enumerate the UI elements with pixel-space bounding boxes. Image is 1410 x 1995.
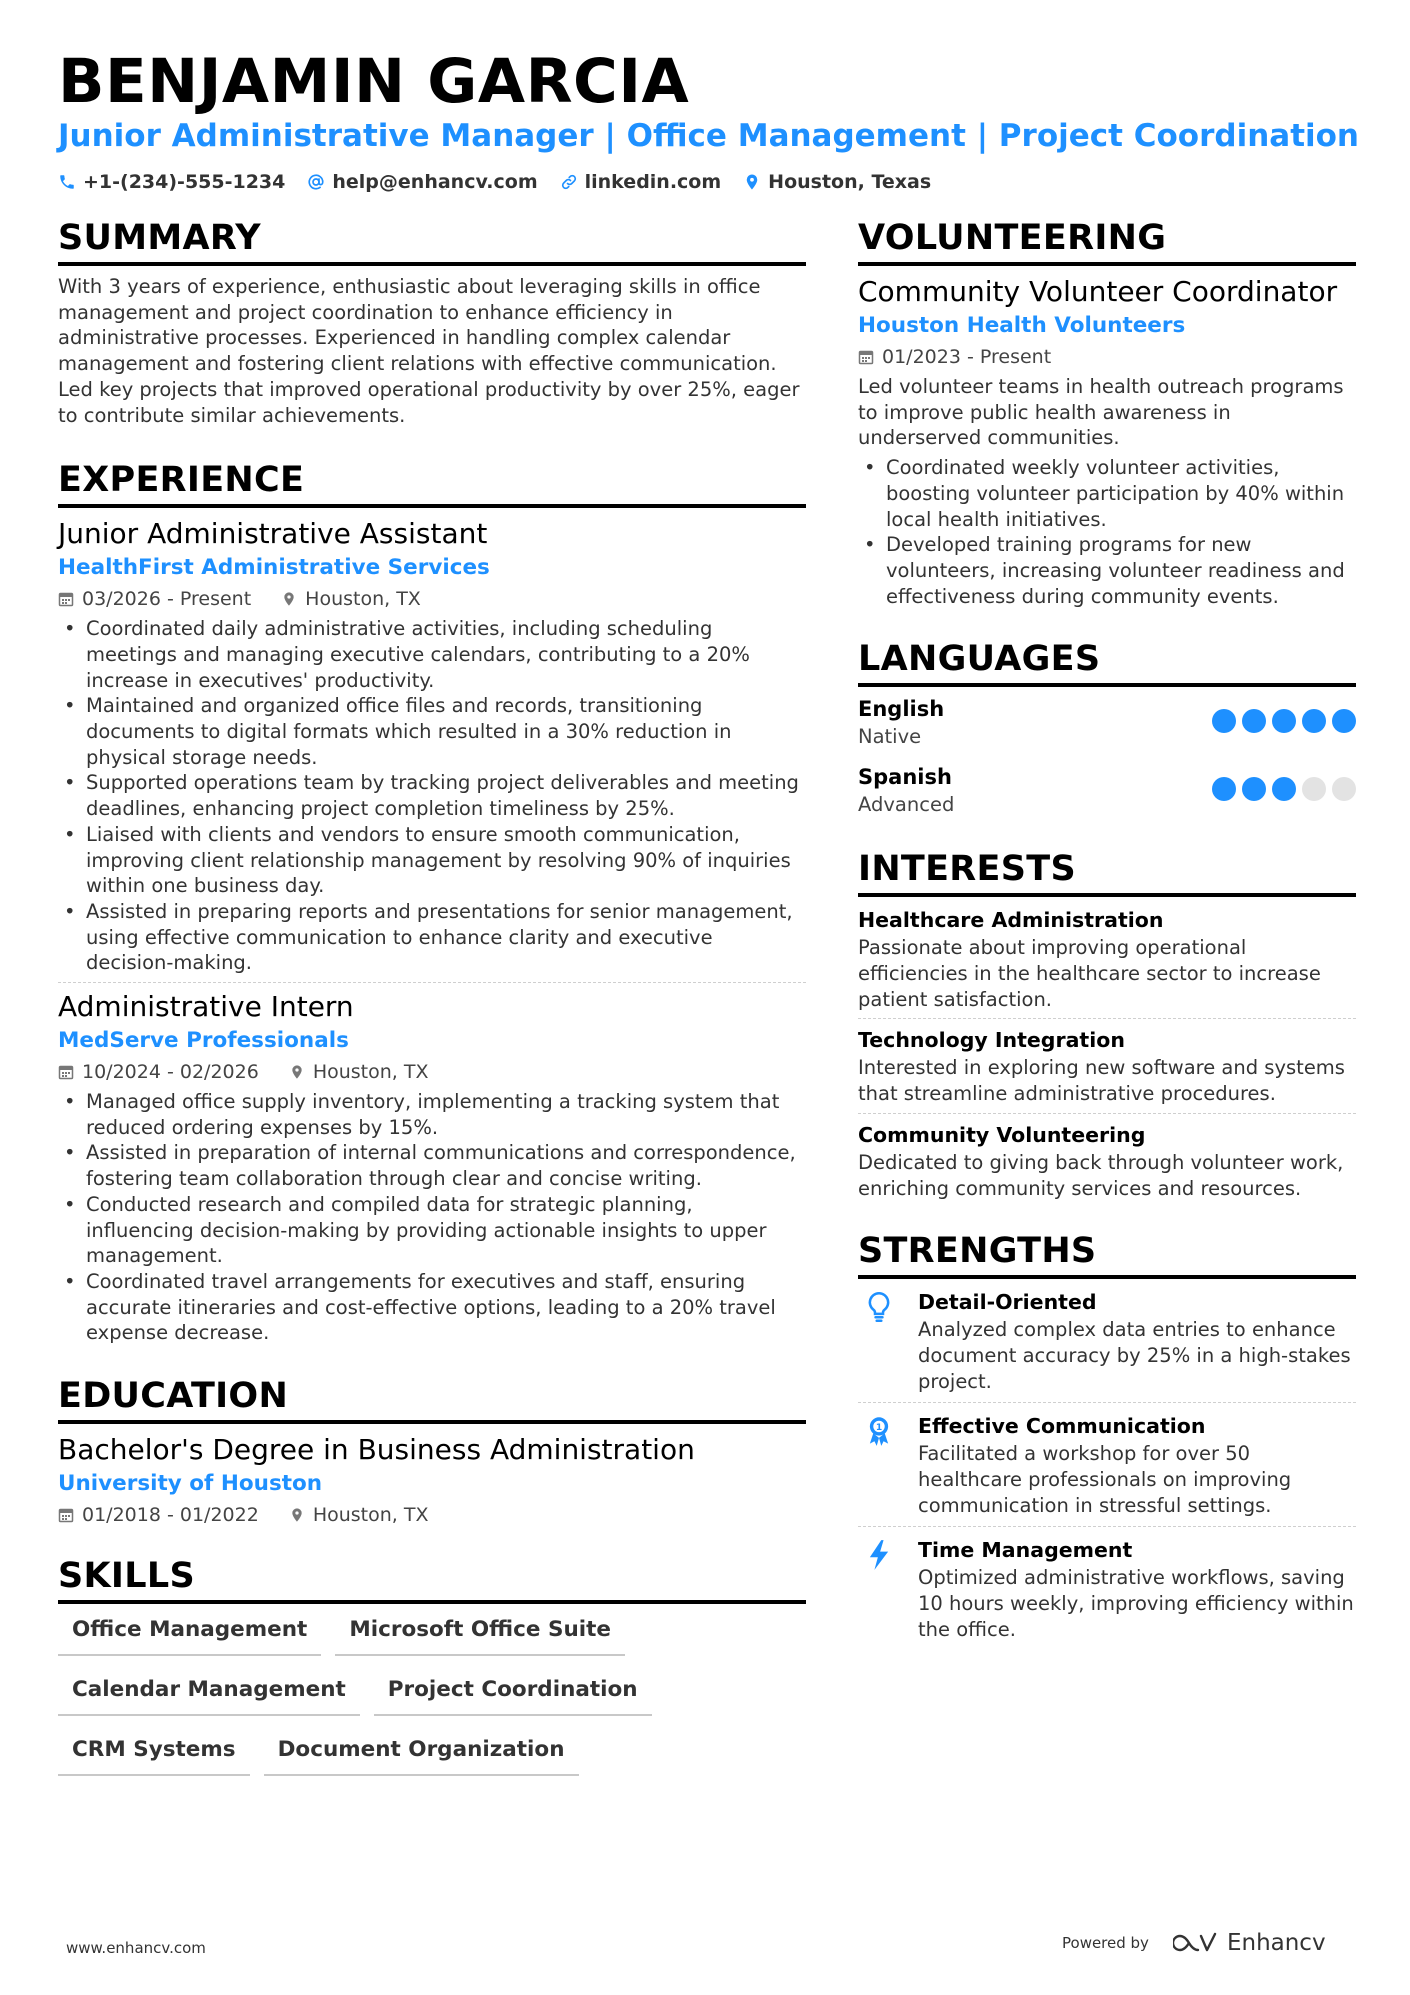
volunteering-heading: VOLUNTEERING [858,216,1356,266]
education-location: Houston, TX [312,1504,429,1527]
footer-branding [1062,1930,1326,1956]
at-sign-icon [307,173,325,191]
job-dates: 03/2026 - Present [82,588,252,611]
interest-item [858,1019,1356,1113]
job-title: Administrative Intern [58,990,354,1024]
language-name: English [858,697,945,722]
strength-title: Time Management [918,1538,1133,1563]
volunteer-org: Houston Health Volunteers [858,313,1186,338]
strength-title: Effective Communication [918,1414,1206,1439]
job-entry [58,516,806,983]
school-name: University of Houston [58,1471,323,1497]
list-item: • Assisted in preparing reports and presentations for senior management, using effective communication to enhance clarity and executive decision-making. [58,899,806,976]
strength-item [858,1527,1356,1642]
strength-item [858,1403,1356,1527]
interest-title: Community Volunteering [858,1122,1146,1147]
contact-location: Houston, Texas [743,168,931,196]
list-item: • Maintained and organized office files and records, transitioning documents to digital formats which resulted in a 30% reduction in physical storage needs. [58,693,806,770]
strength-text: Optimized administrative workflows, saving 10 hours weekly, improving efficiency within the office. [918,1566,1354,1641]
interest-item [858,1114,1356,1201]
job-location: Houston, TX [305,588,421,611]
language-name: Spanish [858,765,952,790]
language-rating [1212,709,1356,733]
strength-text: Facilitated a workshop for over 50 healthcare professionals on improving communication in stressful settings. [918,1442,1292,1517]
enhancv-logo-icon [1173,1931,1219,1955]
education-dates: 01/2018 - 01/2022 [82,1504,259,1527]
company-name: HealthFirst Administrative Services [58,555,490,581]
skills-section [58,1554,806,1776]
interests-section [858,847,1356,1201]
map-pin-icon [281,591,297,607]
job-title: Junior Administrative Assistant [58,517,488,551]
skill-tag: CRM Systems [58,1732,250,1776]
brand-name: Enhancv [1226,1930,1326,1956]
interest-item [858,905,1356,1019]
languages-section [858,637,1356,819]
job-meta [58,584,806,614]
volunteer-description: Led volunteer teams in health outreach programs to improve public health awareness in underserved communities. [858,375,1344,450]
enhancv-logo[interactable] [1173,1930,1326,1956]
interests-heading: INTERESTS [858,847,1356,897]
list-item: • Coordinated travel arrangements for executives and staff, ensuring accurate itineraries and cost-effective options, leading to a 20% travel expense decrease. [58,1269,806,1346]
rating-dot-filled [1242,777,1266,801]
education-heading: EDUCATION [58,1374,806,1424]
calendar-icon [58,1064,74,1080]
phone-icon [58,173,76,191]
language-level: Native [858,725,922,749]
interest-text: Interested in exploring new software and systems that streamline administrative procedures. [858,1056,1345,1106]
contact-linkedin[interactable]: linkedin.com [560,168,722,196]
skills-list [58,1612,806,1776]
link-icon [560,173,578,191]
language-level: Advanced [858,793,955,817]
languages-heading: LANGUAGES [858,637,1356,687]
interest-title: Technology Integration [858,1028,1125,1053]
summary-text: With 3 years of experience, enthusiastic about leveraging skills in office management and project coordination to enhance efficiency in administrative processes. Experienced in handling complex calendar management and fostering client relations with effective communication. Led key projects that improved operational productivity by over 25%, eager to contribute similar achievements. [58,275,800,427]
calendar-icon [858,349,874,365]
job-bullets [58,616,806,976]
footer-website[interactable]: www.enhancv.com [66,1939,206,1957]
calendar-icon [58,1507,74,1523]
strengths-heading: STRENGTHS [858,1229,1356,1279]
powered-by-label: Powered by [1062,1934,1149,1952]
job-meta [58,1057,806,1087]
list-item: • Assisted in preparation of internal communications and correspondence, fostering team collaboration through clear and concise writing. [58,1140,806,1191]
interest-text: Dedicated to giving back through volunteer work, enriching community services and resources. [858,1150,1344,1200]
volunteering-section [858,216,1356,609]
lightning-bolt-icon [864,1539,894,1571]
map-pin-icon [289,1507,305,1523]
skill-tag: Document Organization [264,1732,579,1776]
volunteer-meta [858,342,1356,372]
list-item: • Coordinated daily administrative activities, including scheduling meetings and managing executive calendars, contributing to a 20% increase in executives' productivity. [58,616,806,693]
skill-tag: Microsoft Office Suite [335,1612,625,1656]
list-item: • Supported operations team by tracking project deliverables and meeting deadlines, enhancing project completion timeliness by 25%. [58,770,806,821]
contact-email[interactable]: help@enhancv.com [307,168,537,196]
rating-dot-filled [1212,709,1236,733]
education-meta [58,1500,806,1530]
strength-text: Analyzed complex data entries to enhance document accuracy by 25% in a high-stakes project. [918,1318,1351,1393]
lightbulb-icon [864,1291,894,1323]
rating-dot-empty [1332,777,1356,801]
job-bullets [58,1089,806,1346]
list-item: • Managed office supply inventory, implementing a tracking system that reduced ordering expenses by 15%. [58,1089,806,1140]
award-ribbon-icon [864,1415,894,1447]
svg-text:1: 1 [875,1423,883,1434]
rating-dot-filled [1242,709,1266,733]
list-item: • Liaised with clients and vendors to ensure smooth communication, improving client relationship management by resolving 90% of inquiries within one business day. [58,822,806,899]
volunteer-role: Community Volunteer Coordinator [858,275,1338,308]
volunteer-dates: 01/2023 - Present [882,346,1052,368]
list-item: • Developed training programs for new volunteers, increasing volunteer readiness and effectiveness during community events. [858,532,1356,609]
map-pin-icon [289,1064,305,1080]
experience-heading: EXPERIENCE [58,458,806,508]
left-column [58,216,806,1776]
contact-phone[interactable]: +1-(234)-555-1234 [58,168,285,196]
summary-section [58,216,806,428]
rating-dot-filled [1272,709,1296,733]
summary-heading: SUMMARY [58,216,806,266]
interest-text: Passionate about improving operational efficiencies in the healthcare sector to increase patient satisfaction. [858,936,1321,1011]
strengths-section [858,1229,1356,1642]
skill-tag: Office Management [58,1612,321,1656]
skills-heading: SKILLS [58,1554,806,1604]
contact-bar [58,168,931,196]
list-item: • Coordinated weekly volunteer activities, boosting volunteer participation by 40% within local health initiatives. [858,455,1356,532]
calendar-icon [58,591,74,607]
degree-title: Bachelor's Degree in Business Administration [58,1433,695,1467]
volunteer-bullets [858,455,1356,609]
rating-dot-empty [1302,777,1326,801]
strength-title: Detail-Oriented [918,1290,1097,1315]
company-name: MedServe Professionals [58,1028,349,1054]
rating-dot-filled [1332,709,1356,733]
experience-section [58,458,806,1346]
language-item [858,763,1356,819]
job-entry [58,983,806,1346]
education-section [58,1374,806,1530]
list-item: • Conducted research and compiled data for strategic planning, influencing decision-making by providing actionable insights to upper management. [58,1192,806,1269]
headline: Junior Administrative Manager | Office Management | Project Coordination [58,118,1360,154]
job-dates: 10/2024 - 02/2026 [82,1061,259,1084]
skill-tag: Project Coordination [374,1672,652,1716]
candidate-name: BENJAMIN GARCIA [58,46,690,117]
rating-dot-filled [1212,777,1236,801]
rating-dot-filled [1272,777,1296,801]
strength-item [858,1287,1356,1403]
job-location: Houston, TX [312,1061,429,1084]
interest-title: Healthcare Administration [858,908,1164,933]
right-column [858,216,1356,1643]
rating-dot-filled [1302,709,1326,733]
language-item [858,695,1356,751]
skill-tag: Calendar Management [58,1672,360,1716]
language-rating [1212,777,1356,801]
map-pin-icon [743,173,761,191]
